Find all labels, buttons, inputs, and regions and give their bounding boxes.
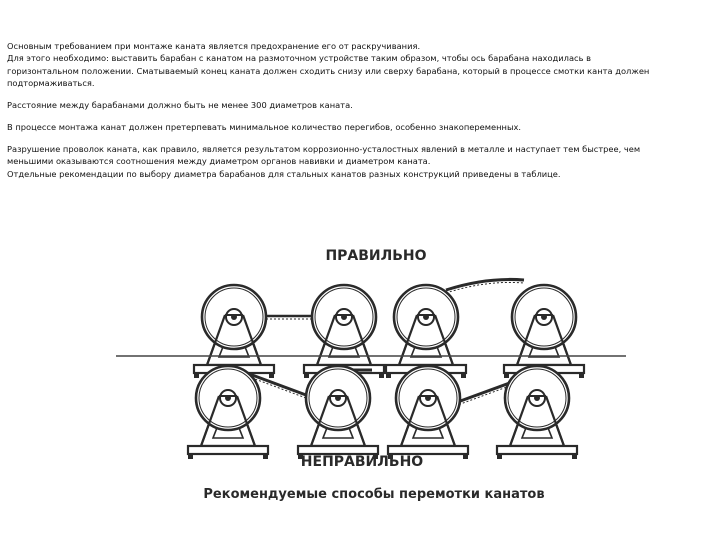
paragraph-1	[7, 40, 707, 90]
rope-rewinding-figure	[116, 222, 626, 512]
paragraph-2-line-1: Расстояние между барабанами должно быть не менее 300 диаметров каната.	[7, 100, 353, 111]
paragraph-5	[7, 168, 707, 180]
figure-caption: Рекомендуемые способы перемотки канатов	[203, 487, 545, 502]
document-text	[7, 40, 707, 180]
paragraph-1-line-3: горизонтальном положении. Сматываемый конец каната должен сходить снизу или сверху барабана, который в процессе смотки канта должен	[7, 65, 650, 76]
rope-top-2	[446, 279, 524, 290]
paragraph-4-line-2: меньшими оказываются соотношения между диаметром органов навивки и диаметром каната.	[7, 156, 431, 167]
reel-incorrect-4	[497, 366, 577, 459]
reel-correct-4	[504, 285, 584, 378]
reel-correct-1	[194, 285, 274, 378]
paragraph-1-line-4: подтормаживаться.	[7, 78, 95, 89]
paragraph-4	[7, 143, 707, 168]
paragraph-3	[7, 121, 707, 133]
paragraph-1-line-2: Для этого необходимо: выставить барабан с канатом на размоточном устройстве таким образом, чтобы ось барабана находилась в	[7, 53, 592, 64]
reel-correct-2	[304, 285, 384, 378]
paragraph-1-line-1: Основным требованием при монтаже каната является предохранение его от раскручивания.	[7, 41, 421, 51]
reel-incorrect-2	[298, 366, 378, 459]
reel-correct-3	[386, 285, 466, 378]
paragraph-4-line-1: Разрушение проволок каната, как правило, является результатом коррозионно-усталостных явлений в металле и наступает тем быстрее, чем	[7, 143, 641, 154]
paragraph-5-line-1: Отдельные рекомендации по выбору диаметра барабанов для стальных канатов разных конструкций приведены в таблице.	[7, 168, 561, 179]
paragraph-2	[7, 99, 707, 111]
label-correct: ПРАВИЛЬНО	[325, 248, 427, 264]
paragraph-3-line-1: В процессе монтажа канат должен претерпевать минимальное количество перегибов, особенно знакопеременных.	[7, 122, 522, 133]
label-incorrect: НЕПРАВИЛЬНО	[300, 454, 424, 470]
reel-incorrect-3	[388, 366, 468, 459]
figure-illustration	[116, 222, 626, 512]
